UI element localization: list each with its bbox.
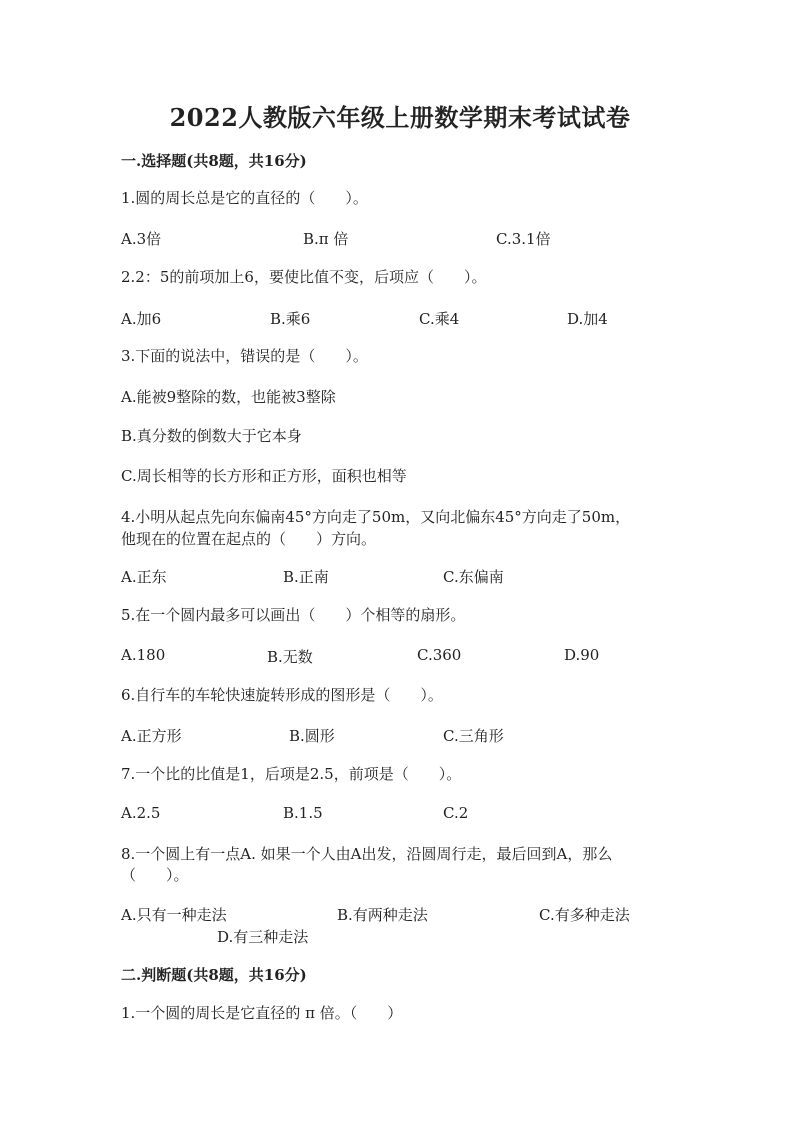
q1-option-b: B.π 倍	[303, 230, 349, 248]
q1-option-a: A.3倍	[121, 230, 162, 248]
q4-option-a: A.正东	[121, 568, 167, 586]
q8-option-b: B.有两种走法	[337, 906, 428, 924]
q3-option-a: A.能被9整除的数，也能被3整除	[121, 388, 336, 406]
q8-option-d: D.有三种走法	[217, 928, 309, 946]
question-6: 6.自行车的车轮快速旋转形成的图形是（ ）。	[121, 686, 443, 704]
q7-option-a: A.2.5	[121, 804, 161, 822]
q2-option-a: A.加6	[121, 310, 162, 328]
q4-option-c: C.东偏南	[443, 568, 504, 586]
question-2: 2.2：5的前项加上6，要使比值不变，后项应（ ）。	[121, 268, 487, 286]
q5-option-a: A.180	[121, 646, 166, 664]
question-7: 7.一个比的比值是1，后项是2.5，前项是（ ）。	[121, 765, 462, 783]
question-4-line-1: 4.小明从起点先向东偏南45°方向走了50m，又向北偏东45°方向走了50m，	[121, 508, 631, 526]
q7-option-b: B.1.5	[283, 804, 323, 822]
q3-option-b: B.真分数的倒数大于它本身	[121, 427, 302, 445]
q4-option-b: B.正南	[283, 568, 329, 586]
q2-option-d: D.加4	[567, 310, 608, 328]
section-heading-choice: 一.选择题(共8题，共16分)	[121, 152, 307, 170]
q6-option-c: C.三角形	[443, 727, 504, 745]
q1-option-c: C.3.1倍	[496, 230, 551, 248]
q3-option-c: C.周长相等的长方形和正方形，面积也相等	[121, 467, 407, 485]
question-8-line-1: 8.一个圆上有一点A. 如果一个人由A出发，沿圆周行走，最后回到A，那么	[121, 845, 613, 863]
page-title: 2022人教版六年级上册数学期末考试试卷	[169, 103, 631, 132]
question-5: 5.在一个圆内最多可以画出（ ）个相等的扇形。	[121, 606, 466, 624]
q5-option-d: D.90	[564, 646, 600, 664]
question-4-line-2: 他现在的位置在起点的（ ）方向。	[121, 530, 377, 548]
q6-option-a: A.正方形	[121, 727, 182, 745]
q6-option-b: B.圆形	[289, 727, 335, 745]
q5-option-b: B.无数	[267, 648, 313, 666]
section-heading-judgement: 二.判断题(共8题，共16分)	[121, 966, 307, 984]
q8-option-a: A.只有一种走法	[121, 906, 227, 924]
q2-option-b: B.乘6	[270, 310, 311, 328]
question-8-line-2: （ ）。	[121, 866, 189, 884]
q7-option-c: C.2	[443, 804, 469, 822]
question-1: 1.圆的周长总是它的直径的（ ）。	[121, 189, 368, 207]
q2-option-c: C.乘4	[419, 310, 460, 328]
question-3: 3.下面的说法中，错误的是（ ）。	[121, 347, 368, 365]
q8-option-c: C.有多种走法	[539, 906, 630, 924]
q5-option-c: C.360	[417, 646, 462, 664]
judgement-question-1: 1.一个圆的周长是它直径的 π 倍。（ ）	[121, 1004, 403, 1022]
